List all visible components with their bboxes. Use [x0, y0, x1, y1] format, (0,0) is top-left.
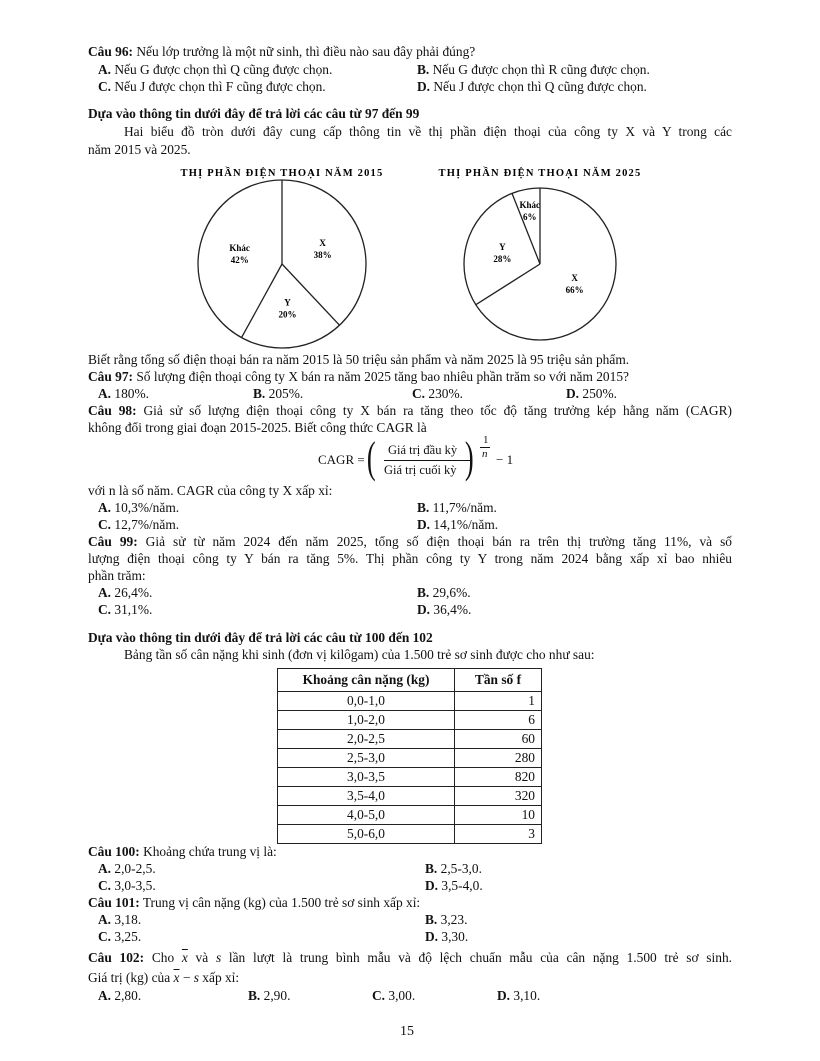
formula-denominator: Giá trị cuối kỳ: [384, 463, 457, 477]
pie-2015-title: THỊ PHẦN ĐIỆN THOẠI NĂM 2015: [180, 168, 384, 179]
q99-option-a: A. 26,4%.: [98, 585, 153, 600]
pie-label-value: 66%: [565, 285, 584, 296]
q101-option-a: A. 3,18.: [98, 912, 142, 927]
pie-label-value: 38%: [313, 249, 332, 260]
formula-fraction-line: [384, 460, 470, 461]
table-header-frequency: Tần số f: [455, 669, 542, 692]
q97-option-d: D. 250%.: [566, 386, 617, 401]
q96-option-b: B. Nếu G được chọn thì R cũng được chọn.: [417, 62, 650, 77]
formula-close-paren: ): [464, 433, 474, 482]
pie-label-category: X: [319, 237, 326, 248]
pie-2015: [198, 180, 366, 348]
q98-option-d: D. 14,1%/năm.: [417, 517, 499, 532]
table-cell-frequency: 10: [455, 806, 542, 825]
table-row: [278, 806, 542, 825]
formula-open-paren: (: [366, 433, 376, 482]
q100-option-a: A. 2,0-2,5.: [98, 861, 156, 876]
pie-label-category: Y: [499, 241, 506, 252]
table-row: [278, 787, 542, 806]
q102-stem-line2: Giá trị (kg) của $\overline{x} - s$ xấp xỉ:: [88, 970, 240, 985]
q102-stem-line1: Câu 102: Cho $\overline{x}$ và s lần lượt là trung bình mẫu và độ lệch chuẩn mẫu của cân nặng 1.500 trẻ sơ sinh.: [88, 950, 732, 965]
q102-option-c: C. 3,00.: [372, 988, 416, 1003]
q98-option-b: B. 11,7%/năm.: [417, 500, 497, 515]
known-info: Biết rằng tổng số điện thoại bán ra năm 2015 là 50 triệu sản phẩm và năm 2025 là 95 triệu sản phẩm.: [88, 352, 630, 367]
pie-label-category: X: [571, 273, 578, 284]
table-cell-frequency: 820: [455, 768, 542, 787]
q101-option-b: B. 3,23.: [425, 912, 468, 927]
pie-label-value: 28%: [493, 253, 512, 264]
pie-label-value: 42%: [230, 255, 249, 266]
pie-label-category: Khác: [229, 243, 250, 254]
q96-label: Câu 96:: [88, 44, 134, 59]
q98-stem-line1: Câu 98: Giả sử số lượng điện thoại công ty X bán ra tăng theo tốc độ tăng trưởng kép hằng năm (CAGR): [88, 403, 732, 418]
q100-stem: Câu 100: Khoảng chứa trung vị là:: [88, 844, 277, 859]
q99-stem-line2: lượng điện thoại công ty Y bán ra tăng 5%. Thị phần công ty Y trong năm 2024 bằng xấp xỉ bao nhiêu: [88, 551, 732, 566]
pie-label-category: Y: [284, 297, 291, 308]
formula-exp-den: n: [482, 448, 488, 460]
pie-2025: [464, 188, 616, 340]
section1-heading: Dựa vào thông tin dưới đây để trả lời các câu từ 97 đến 99: [88, 106, 420, 121]
q100-label: Câu 100:: [88, 844, 140, 859]
q102-option-a: A. 2,80.: [98, 988, 142, 1003]
table-row: [278, 825, 542, 844]
table-cell-range: 5,0-6,0: [278, 825, 455, 844]
q96-option-d: D. Nếu J được chọn thì Q cũng được chọn.: [417, 79, 647, 94]
frequency-table: [277, 668, 542, 844]
q102-label: Câu 102:: [88, 950, 145, 965]
pie-label-category: Khác: [519, 200, 541, 211]
table-cell-frequency: 320: [455, 787, 542, 806]
q98-label: Câu 98:: [88, 403, 137, 418]
q98-option-a: A. 10,3%/năm.: [98, 500, 180, 515]
q99-option-c: C. 31,1%.: [98, 602, 153, 617]
q97-option-a: A. 180%.: [98, 386, 149, 401]
table-cell-range: 2,5-3,0: [278, 749, 455, 768]
q98-after: với n là số năm. CAGR của công ty X xấp xỉ:: [88, 483, 333, 498]
q102-option-d: D. 3,10.: [497, 988, 541, 1003]
q96-text: Nếu lớp trưởng là một nữ sinh, thì điều nào sau đây phải đúng?: [133, 44, 476, 59]
pie-charts: [0, 160, 820, 360]
table-cell-frequency: 1: [455, 692, 542, 711]
q98-option-c: C. 12,7%/năm.: [98, 517, 180, 532]
pie-label-value: 20%: [278, 309, 297, 320]
table-row: [278, 768, 542, 787]
q101-label: Câu 101:: [88, 895, 140, 910]
q96-option-c: C. Nếu J được chọn thì F cũng được chọn.: [98, 79, 326, 94]
section2-intro: Bảng tần số cân nặng khi sinh (đơn vị kilôgam) của 1.500 trẻ sơ sinh được cho như sau:: [124, 647, 595, 662]
formula-exp-num: 1: [483, 434, 489, 446]
table-cell-range: 3,5-4,0: [278, 787, 455, 806]
section2-heading: Dựa vào thông tin dưới đây để trả lời các câu từ 100 đến 102: [88, 630, 433, 645]
q98-stem-line2: không đổi trong giai đoạn 2015-2025. Biết công thức CAGR là: [88, 420, 427, 435]
table-row: [278, 730, 542, 749]
page-number: 15: [400, 1024, 414, 1039]
table-cell-frequency: 280: [455, 749, 542, 768]
q101-option-d: D. 3,30.: [425, 929, 469, 944]
table-cell-range: 4,0-5,0: [278, 806, 455, 825]
q99-option-d: D. 36,4%.: [417, 602, 472, 617]
table-row: [278, 711, 542, 730]
section1-intro-line1: Hai biểu đồ tròn dưới đây cung cấp thông tin về thị phần điện thoại của công ty X và Y trong các: [124, 124, 732, 139]
formula-numerator: Giá trị đầu kỳ: [388, 443, 458, 457]
q99-stem-line1: Câu 99: Giả sử từ năm 2024 đến năm 2025, tổng số điện thoại bán ra trên thị trường tăng 11%, và số: [88, 534, 732, 549]
table-cell-frequency: 60: [455, 730, 542, 749]
q99-label: Câu 99:: [88, 534, 138, 549]
formula-lhs: CAGR =: [318, 452, 365, 467]
pie-label-value: 6%: [522, 212, 537, 223]
q97-stem: Câu 97: Số lượng điện thoại công ty X bán ra năm 2025 tăng bao nhiêu phần trăm so với năm 2015?: [88, 369, 629, 384]
table-cell-range: 3,0-3,5: [278, 768, 455, 787]
q100-option-c: C. 3,0-3,5.: [98, 878, 156, 893]
q101-option-c: C. 3,25.: [98, 929, 142, 944]
formula-tail: − 1: [496, 452, 514, 467]
table-header-range: Khoảng cân nặng (kg): [278, 669, 455, 692]
q102-option-b: B. 2,90.: [248, 988, 291, 1003]
table-cell-range: 2,0-2,5: [278, 730, 455, 749]
table-cell-frequency: 3: [455, 825, 542, 844]
q99-stem-line3: phần trăm:: [88, 568, 146, 583]
q96-option-a: A. Nếu G được chọn thì Q cũng được chọn.: [98, 62, 333, 77]
table-row: [278, 749, 542, 768]
table-cell-frequency: 6: [455, 711, 542, 730]
table-cell-range: 0,0-1,0: [278, 692, 455, 711]
x-bar-symbol: $\overline{x}$: [181, 950, 188, 965]
q101-stem: Câu 101: Trung vị cân nặng (kg) của 1.500 trẻ sơ sinh xấp xỉ:: [88, 895, 421, 910]
q96-stem: [88, 44, 475, 60]
table-cell-range: 1,0-2,0: [278, 711, 455, 730]
table-row: [278, 692, 542, 711]
pie-2025-title: THỊ PHẦN ĐIỆN THOẠI NĂM 2025: [438, 168, 642, 179]
table-header-row: [278, 669, 542, 692]
q97-option-c: C. 230%.: [412, 386, 463, 401]
q97-option-b: B. 205%.: [253, 386, 304, 401]
section1-intro-line2: năm 2015 và 2025.: [88, 142, 191, 157]
q97-label: Câu 97:: [88, 369, 134, 384]
q99-option-b: B. 29,6%.: [417, 585, 471, 600]
q100-option-b: B. 2,5-3,0.: [425, 861, 482, 876]
q100-option-d: D. 3,5-4,0.: [425, 878, 483, 893]
s-symbol: s: [215, 950, 222, 965]
